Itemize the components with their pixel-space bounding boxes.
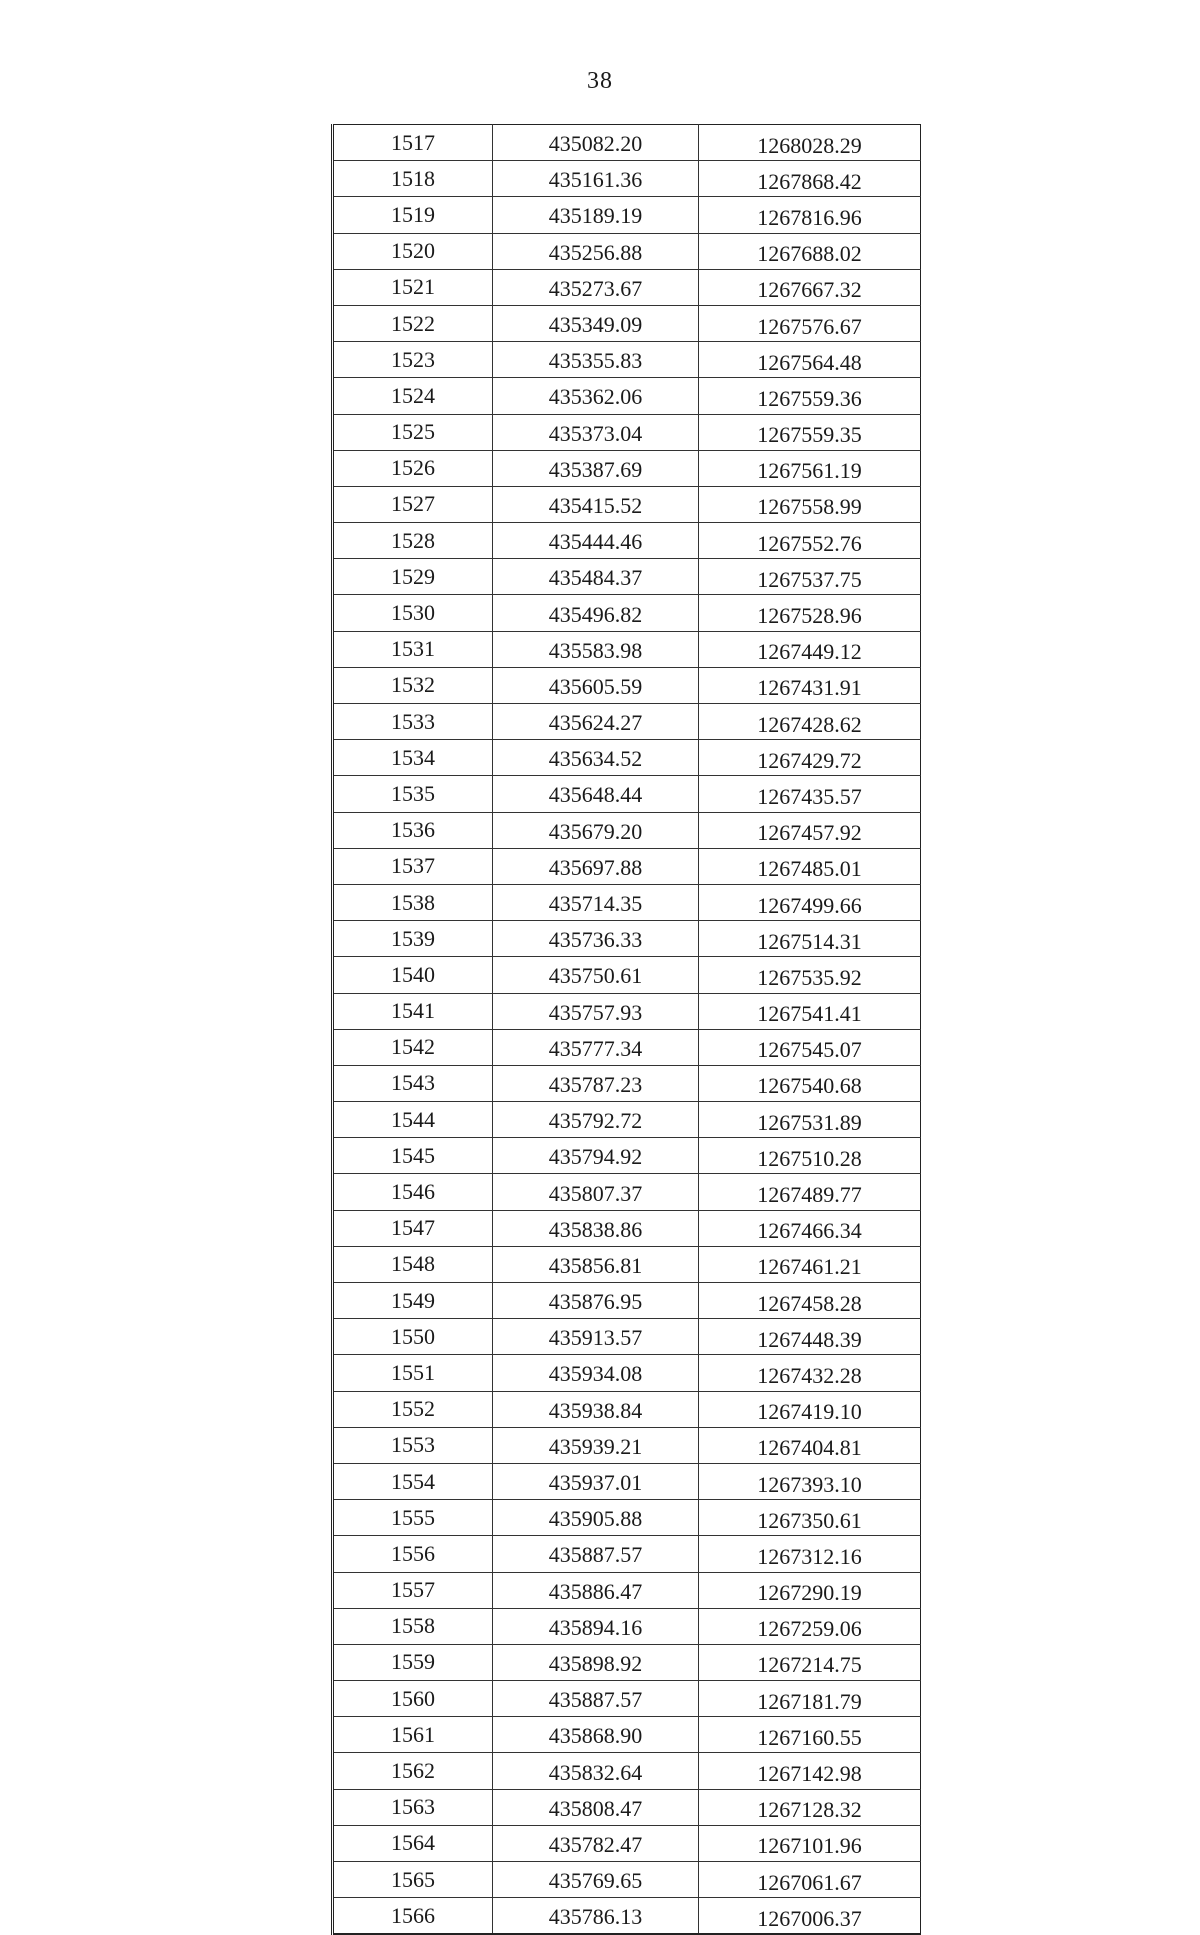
x-coordinate-cell: 435787.23: [493, 1065, 699, 1101]
point-number-cell: 1518: [333, 161, 493, 197]
point-number-cell: 1522: [333, 305, 493, 341]
point-number-cell: 1529: [333, 559, 493, 595]
table-row: [333, 595, 921, 631]
point-number-cell: 1540: [333, 957, 493, 993]
point-number-cell: 1554: [333, 1463, 493, 1499]
table-row: [333, 1536, 921, 1572]
table-row: [333, 631, 921, 667]
point-number-cell: 1532: [333, 667, 493, 703]
x-coordinate-cell: 435736.33: [493, 921, 699, 957]
y-coordinate-cell: 1267559.35: [699, 414, 921, 450]
point-number-cell: 1539: [333, 921, 493, 957]
y-coordinate-cell: 1267528.96: [699, 595, 921, 631]
table-row: [333, 884, 921, 920]
table-row: [333, 1102, 921, 1138]
table-row: [333, 1029, 921, 1065]
table-row: [333, 776, 921, 812]
x-coordinate-cell: 435496.82: [493, 595, 699, 631]
table-row: [333, 812, 921, 848]
x-coordinate-cell: 435387.69: [493, 450, 699, 486]
table-row: [333, 667, 921, 703]
y-coordinate-cell: 1267214.75: [699, 1644, 921, 1680]
table-row: [333, 414, 921, 450]
point-number-cell: 1541: [333, 993, 493, 1029]
y-coordinate-cell: 1267428.62: [699, 704, 921, 740]
x-coordinate-cell: 435697.88: [493, 848, 699, 884]
y-coordinate-cell: 1267350.61: [699, 1500, 921, 1536]
y-coordinate-cell: 1267448.39: [699, 1319, 921, 1355]
point-number-cell: 1534: [333, 740, 493, 776]
point-number-cell: 1521: [333, 269, 493, 305]
y-coordinate-cell: 1267489.77: [699, 1174, 921, 1210]
point-number-cell: 1531: [333, 631, 493, 667]
y-coordinate-cell: 1267419.10: [699, 1391, 921, 1427]
x-coordinate-cell: 435838.86: [493, 1210, 699, 1246]
table-row: [333, 1174, 921, 1210]
y-coordinate-cell: 1267393.10: [699, 1463, 921, 1499]
point-number-cell: 1535: [333, 776, 493, 812]
y-coordinate-cell: 1267514.31: [699, 921, 921, 957]
point-number-cell: 1537: [333, 848, 493, 884]
point-number-cell: 1558: [333, 1608, 493, 1644]
y-coordinate-cell: 1267541.41: [699, 993, 921, 1029]
x-coordinate-cell: 435777.34: [493, 1029, 699, 1065]
table-row: [333, 993, 921, 1029]
y-coordinate-cell: 1267006.37: [699, 1898, 921, 1935]
x-coordinate-cell: 435937.01: [493, 1463, 699, 1499]
table-row: [333, 125, 921, 161]
table-row: [333, 1319, 921, 1355]
y-coordinate-cell: 1267545.07: [699, 1029, 921, 1065]
x-coordinate-cell: 435189.19: [493, 197, 699, 233]
x-coordinate-cell: 435938.84: [493, 1391, 699, 1427]
y-coordinate-cell: 1267429.72: [699, 740, 921, 776]
x-coordinate-cell: 435832.64: [493, 1753, 699, 1789]
coordinates-table: [331, 124, 921, 1935]
table-row: [333, 378, 921, 414]
y-coordinate-cell: 1267576.67: [699, 305, 921, 341]
table-row: [333, 921, 921, 957]
x-coordinate-cell: 435082.20: [493, 125, 699, 161]
point-number-cell: 1538: [333, 884, 493, 920]
y-coordinate-cell: 1267540.68: [699, 1065, 921, 1101]
x-coordinate-cell: 435934.08: [493, 1355, 699, 1391]
point-number-cell: 1548: [333, 1246, 493, 1282]
x-coordinate-cell: 435373.04: [493, 414, 699, 450]
point-number-cell: 1546: [333, 1174, 493, 1210]
x-coordinate-cell: 435679.20: [493, 812, 699, 848]
y-coordinate-cell: 1267312.16: [699, 1536, 921, 1572]
x-coordinate-cell: 435807.37: [493, 1174, 699, 1210]
x-coordinate-cell: 435868.90: [493, 1717, 699, 1753]
table-row: [333, 197, 921, 233]
x-coordinate-cell: 435484.37: [493, 559, 699, 595]
table-row: [333, 1355, 921, 1391]
point-number-cell: 1525: [333, 414, 493, 450]
point-number-cell: 1530: [333, 595, 493, 631]
y-coordinate-cell: 1267181.79: [699, 1681, 921, 1717]
table-row: [333, 1644, 921, 1680]
table-row: [333, 450, 921, 486]
point-number-cell: 1561: [333, 1717, 493, 1753]
table-row: [333, 1463, 921, 1499]
y-coordinate-cell: 1267404.81: [699, 1427, 921, 1463]
x-coordinate-cell: 435913.57: [493, 1319, 699, 1355]
y-coordinate-cell: 1267061.67: [699, 1862, 921, 1898]
y-coordinate-cell: 1267559.36: [699, 378, 921, 414]
y-coordinate-cell: 1267101.96: [699, 1825, 921, 1861]
page-number: 38: [587, 68, 613, 94]
x-coordinate-cell: 435856.81: [493, 1246, 699, 1282]
y-coordinate-cell: 1267499.66: [699, 884, 921, 920]
y-coordinate-cell: 1267466.34: [699, 1210, 921, 1246]
table-row: [333, 1753, 921, 1789]
point-number-cell: 1557: [333, 1572, 493, 1608]
point-number-cell: 1545: [333, 1138, 493, 1174]
point-number-cell: 1562: [333, 1753, 493, 1789]
point-number-cell: 1550: [333, 1319, 493, 1355]
point-number-cell: 1544: [333, 1102, 493, 1138]
y-coordinate-cell: 1268028.29: [699, 125, 921, 161]
table-row: [333, 1427, 921, 1463]
x-coordinate-cell: 435808.47: [493, 1789, 699, 1825]
y-coordinate-cell: 1267457.92: [699, 812, 921, 848]
x-coordinate-cell: 435583.98: [493, 631, 699, 667]
x-coordinate-cell: 435769.65: [493, 1862, 699, 1898]
y-coordinate-cell: 1267160.55: [699, 1717, 921, 1753]
y-coordinate-cell: 1267128.32: [699, 1789, 921, 1825]
point-number-cell: 1552: [333, 1391, 493, 1427]
table-row: [333, 1789, 921, 1825]
y-coordinate-cell: 1267432.28: [699, 1355, 921, 1391]
x-coordinate-cell: 435415.52: [493, 486, 699, 522]
x-coordinate-cell: 435750.61: [493, 957, 699, 993]
y-coordinate-cell: 1267290.19: [699, 1572, 921, 1608]
point-number-cell: 1517: [333, 125, 493, 161]
point-number-cell: 1526: [333, 450, 493, 486]
x-coordinate-cell: 435887.57: [493, 1681, 699, 1717]
table-row: [333, 486, 921, 522]
point-number-cell: 1527: [333, 486, 493, 522]
table-row: [333, 1898, 921, 1935]
y-coordinate-cell: 1267449.12: [699, 631, 921, 667]
y-coordinate-cell: 1267561.19: [699, 450, 921, 486]
x-coordinate-cell: 435273.67: [493, 269, 699, 305]
y-coordinate-cell: 1267688.02: [699, 233, 921, 269]
point-number-cell: 1556: [333, 1536, 493, 1572]
point-number-cell: 1549: [333, 1283, 493, 1319]
table-row: [333, 848, 921, 884]
x-coordinate-cell: 435714.35: [493, 884, 699, 920]
table-row: [333, 269, 921, 305]
x-coordinate-cell: 435887.57: [493, 1536, 699, 1572]
x-coordinate-cell: 435634.52: [493, 740, 699, 776]
table-row: [333, 1825, 921, 1861]
table-row: [333, 1717, 921, 1753]
y-coordinate-cell: 1267461.21: [699, 1246, 921, 1282]
table-row: [333, 1391, 921, 1427]
table-row: [333, 1862, 921, 1898]
x-coordinate-cell: 435605.59: [493, 667, 699, 703]
table-row: [333, 1246, 921, 1282]
x-coordinate-cell: 435648.44: [493, 776, 699, 812]
x-coordinate-cell: 435894.16: [493, 1608, 699, 1644]
table-row: [333, 233, 921, 269]
y-coordinate-cell: 1267531.89: [699, 1102, 921, 1138]
table-row: [333, 740, 921, 776]
point-number-cell: 1553: [333, 1427, 493, 1463]
y-coordinate-cell: 1267259.06: [699, 1608, 921, 1644]
y-coordinate-cell: 1267510.28: [699, 1138, 921, 1174]
x-coordinate-cell: 435757.93: [493, 993, 699, 1029]
point-number-cell: 1560: [333, 1681, 493, 1717]
table-row: [333, 559, 921, 595]
y-coordinate-cell: 1267485.01: [699, 848, 921, 884]
x-coordinate-cell: 435876.95: [493, 1283, 699, 1319]
x-coordinate-cell: 435794.92: [493, 1138, 699, 1174]
point-number-cell: 1547: [333, 1210, 493, 1246]
point-number-cell: 1542: [333, 1029, 493, 1065]
x-coordinate-cell: 435782.47: [493, 1825, 699, 1861]
point-number-cell: 1565: [333, 1862, 493, 1898]
coordinates-table-body: [333, 125, 921, 1935]
table-row: [333, 305, 921, 341]
point-number-cell: 1524: [333, 378, 493, 414]
y-coordinate-cell: 1267435.57: [699, 776, 921, 812]
point-number-cell: 1520: [333, 233, 493, 269]
table-row: [333, 704, 921, 740]
x-coordinate-cell: 435786.13: [493, 1898, 699, 1935]
x-coordinate-cell: 435355.83: [493, 342, 699, 378]
x-coordinate-cell: 435444.46: [493, 523, 699, 559]
x-coordinate-cell: 435161.36: [493, 161, 699, 197]
table-row: [333, 957, 921, 993]
y-coordinate-cell: 1267552.76: [699, 523, 921, 559]
table-row: [333, 1138, 921, 1174]
x-coordinate-cell: 435624.27: [493, 704, 699, 740]
x-coordinate-cell: 435349.09: [493, 305, 699, 341]
table-row: [333, 1065, 921, 1101]
y-coordinate-cell: 1267458.28: [699, 1283, 921, 1319]
table-row: [333, 342, 921, 378]
point-number-cell: 1551: [333, 1355, 493, 1391]
table-row: [333, 523, 921, 559]
point-number-cell: 1559: [333, 1644, 493, 1680]
x-coordinate-cell: 435362.06: [493, 378, 699, 414]
point-number-cell: 1566: [333, 1898, 493, 1935]
y-coordinate-cell: 1267868.42: [699, 161, 921, 197]
y-coordinate-cell: 1267535.92: [699, 957, 921, 993]
point-number-cell: 1555: [333, 1500, 493, 1536]
point-number-cell: 1533: [333, 704, 493, 740]
point-number-cell: 1564: [333, 1825, 493, 1861]
x-coordinate-cell: 435256.88: [493, 233, 699, 269]
x-coordinate-cell: 435886.47: [493, 1572, 699, 1608]
x-coordinate-cell: 435898.92: [493, 1644, 699, 1680]
y-coordinate-cell: 1267564.48: [699, 342, 921, 378]
table-row: [333, 161, 921, 197]
x-coordinate-cell: 435905.88: [493, 1500, 699, 1536]
y-coordinate-cell: 1267142.98: [699, 1753, 921, 1789]
table-row: [333, 1681, 921, 1717]
y-coordinate-cell: 1267537.75: [699, 559, 921, 595]
point-number-cell: 1519: [333, 197, 493, 233]
y-coordinate-cell: 1267431.91: [699, 667, 921, 703]
y-coordinate-cell: 1267816.96: [699, 197, 921, 233]
table-row: [333, 1283, 921, 1319]
point-number-cell: 1536: [333, 812, 493, 848]
table-row: [333, 1500, 921, 1536]
point-number-cell: 1528: [333, 523, 493, 559]
point-number-cell: 1543: [333, 1065, 493, 1101]
x-coordinate-cell: 435939.21: [493, 1427, 699, 1463]
point-number-cell: 1523: [333, 342, 493, 378]
y-coordinate-cell: 1267558.99: [699, 486, 921, 522]
table-row: [333, 1608, 921, 1644]
y-coordinate-cell: 1267667.32: [699, 269, 921, 305]
table-row: [333, 1572, 921, 1608]
table-row: [333, 1210, 921, 1246]
point-number-cell: 1563: [333, 1789, 493, 1825]
x-coordinate-cell: 435792.72: [493, 1102, 699, 1138]
